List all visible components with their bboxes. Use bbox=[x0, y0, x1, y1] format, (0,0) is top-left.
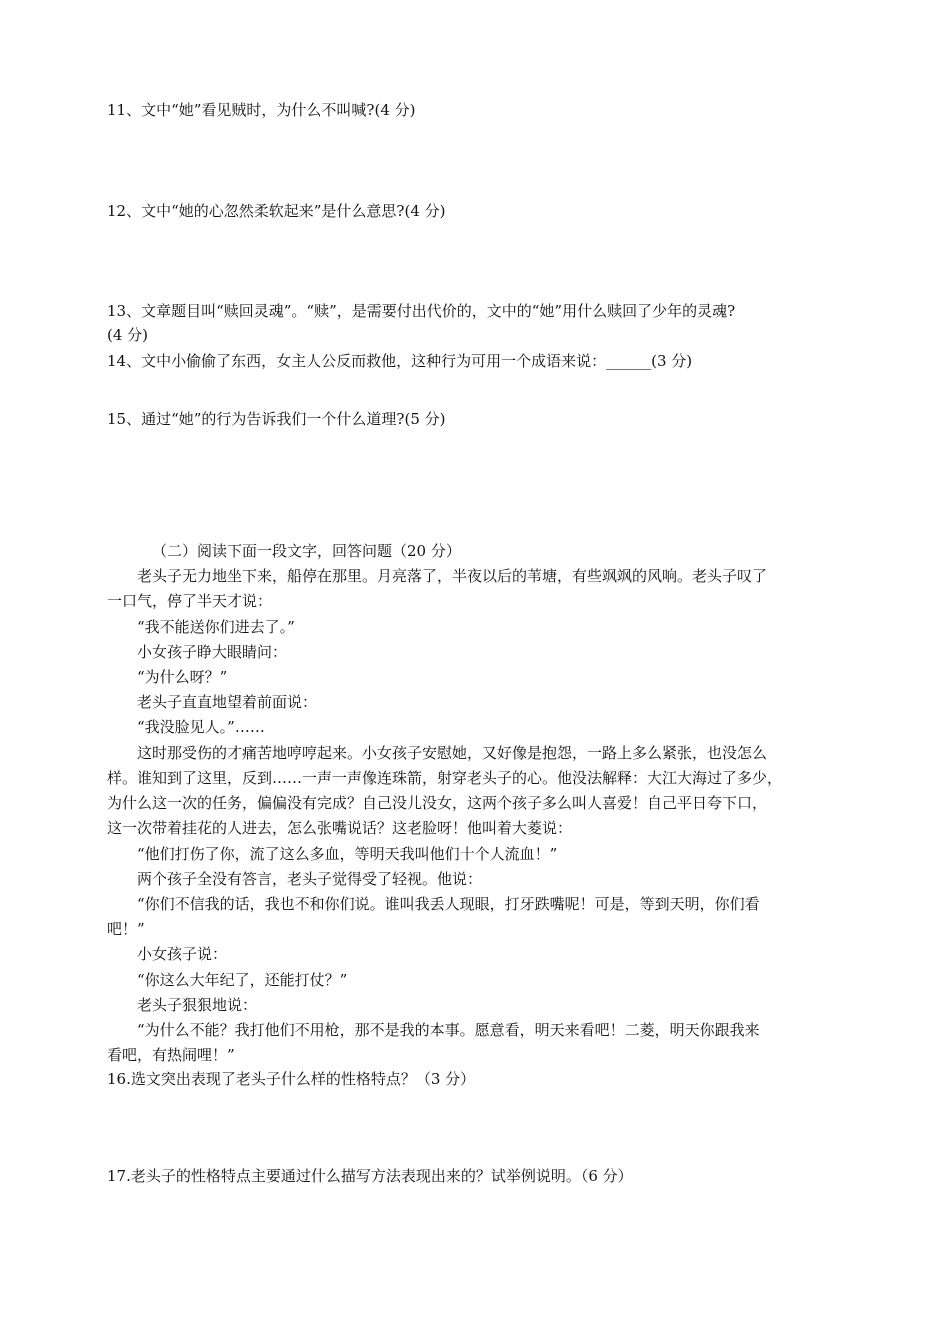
passage-line: 小女孩子说： bbox=[137, 945, 228, 963]
question-15: 15、通过“她”的行为告诉我们一个什么道理?(5 分) bbox=[107, 410, 446, 428]
passage-line: 两个孩子全没有答言，老头子觉得受了轻视。他说： bbox=[137, 870, 483, 888]
question-14-points: (3 分) bbox=[651, 352, 693, 370]
passage-line: “我没脸见人。”…… bbox=[137, 718, 265, 736]
passage-line: 为什么这一次的任务，偏偏没有完成？自己没儿没女，这两个孩子多么叫人喜爱！自己平日夸下口， bbox=[107, 794, 768, 812]
passage-line: 小女孩子睁大眼睛问： bbox=[137, 643, 288, 661]
passage-line: 老头子狠狠地说： bbox=[137, 996, 258, 1014]
question-11: 11、文中“她”看见贼时，为什么不叫喊?(4 分) bbox=[107, 101, 416, 119]
passage-line: 吧！” bbox=[107, 920, 145, 938]
question-16: 16.选文突出表现了老头子什么样的性格特点？（3 分） bbox=[107, 1070, 476, 1088]
passage-line: “你们不信我的话，我也不和你们说。谁叫我丢人现眼，打牙跌嘴呢！可是，等到天明，你们看 bbox=[137, 895, 760, 913]
passage-line: 这一次带着挂花的人进去，怎么张嘴说话？这老脸呀！他叫着大菱说： bbox=[107, 819, 573, 837]
passage-line: 一口气，停了半天才说： bbox=[107, 592, 273, 610]
question-13-line-2: (4 分) bbox=[107, 326, 149, 344]
passage-line: “我不能送你们进去了。” bbox=[137, 618, 295, 636]
passage-line: 看吧，有热闹哩！” bbox=[107, 1046, 235, 1064]
question-14 bbox=[107, 351, 692, 371]
passage-line: 老头子直直地望着前面说： bbox=[137, 693, 318, 711]
passage-line: “为什么呀？” bbox=[137, 668, 228, 686]
passage-line: “他们打伤了你，流了这么多血，等明天我叫他们十个人流血！” bbox=[137, 845, 558, 863]
question-14-blank: ______ bbox=[606, 352, 652, 370]
passage-line: 老头子无力地坐下来，船停在那里。月亮落了，半夜以后的苇塘，有些飒飒的风响。老头子叹了 bbox=[137, 567, 768, 585]
passage-line: 样。谁知到了这里，反到……一声一声像连珠箭，射穿老头子的心。他没法解释：大江大海过了多少， bbox=[107, 769, 783, 787]
section-2-heading: （二）阅读下面一段文字，回答问题（20 分） bbox=[152, 542, 461, 560]
question-17: 17.老头子的性格特点主要通过什么描写方法表现出来的？试举例说明。（6 分） bbox=[107, 1167, 633, 1185]
question-12: 12、文中“她的心忽然柔软起来”是什么意思?(4 分) bbox=[107, 202, 446, 220]
passage-line: “你这么大年纪了，还能打仗？” bbox=[137, 971, 348, 989]
passage-line: “为什么不能？我打他们不用枪，那不是我的本事。愿意看，明天来看吧！二菱，明天你跟我来 bbox=[137, 1021, 760, 1039]
passage-line: 这时那受伤的才痛苦地哼哼起来。小女孩子安慰她，又好像是抱怨，一路上多么紧张，也没怎么 bbox=[137, 744, 768, 762]
question-14-text: 14、文中小偷偷了东西，女主人公反而救他，这种行为可用一个成语来说： bbox=[107, 352, 607, 370]
question-13-line-1: 13、文章题目叫“赎回灵魂”。“赎”，是需要付出代价的，文中的“她”用什么赎回了少年的灵魂? bbox=[107, 302, 736, 320]
